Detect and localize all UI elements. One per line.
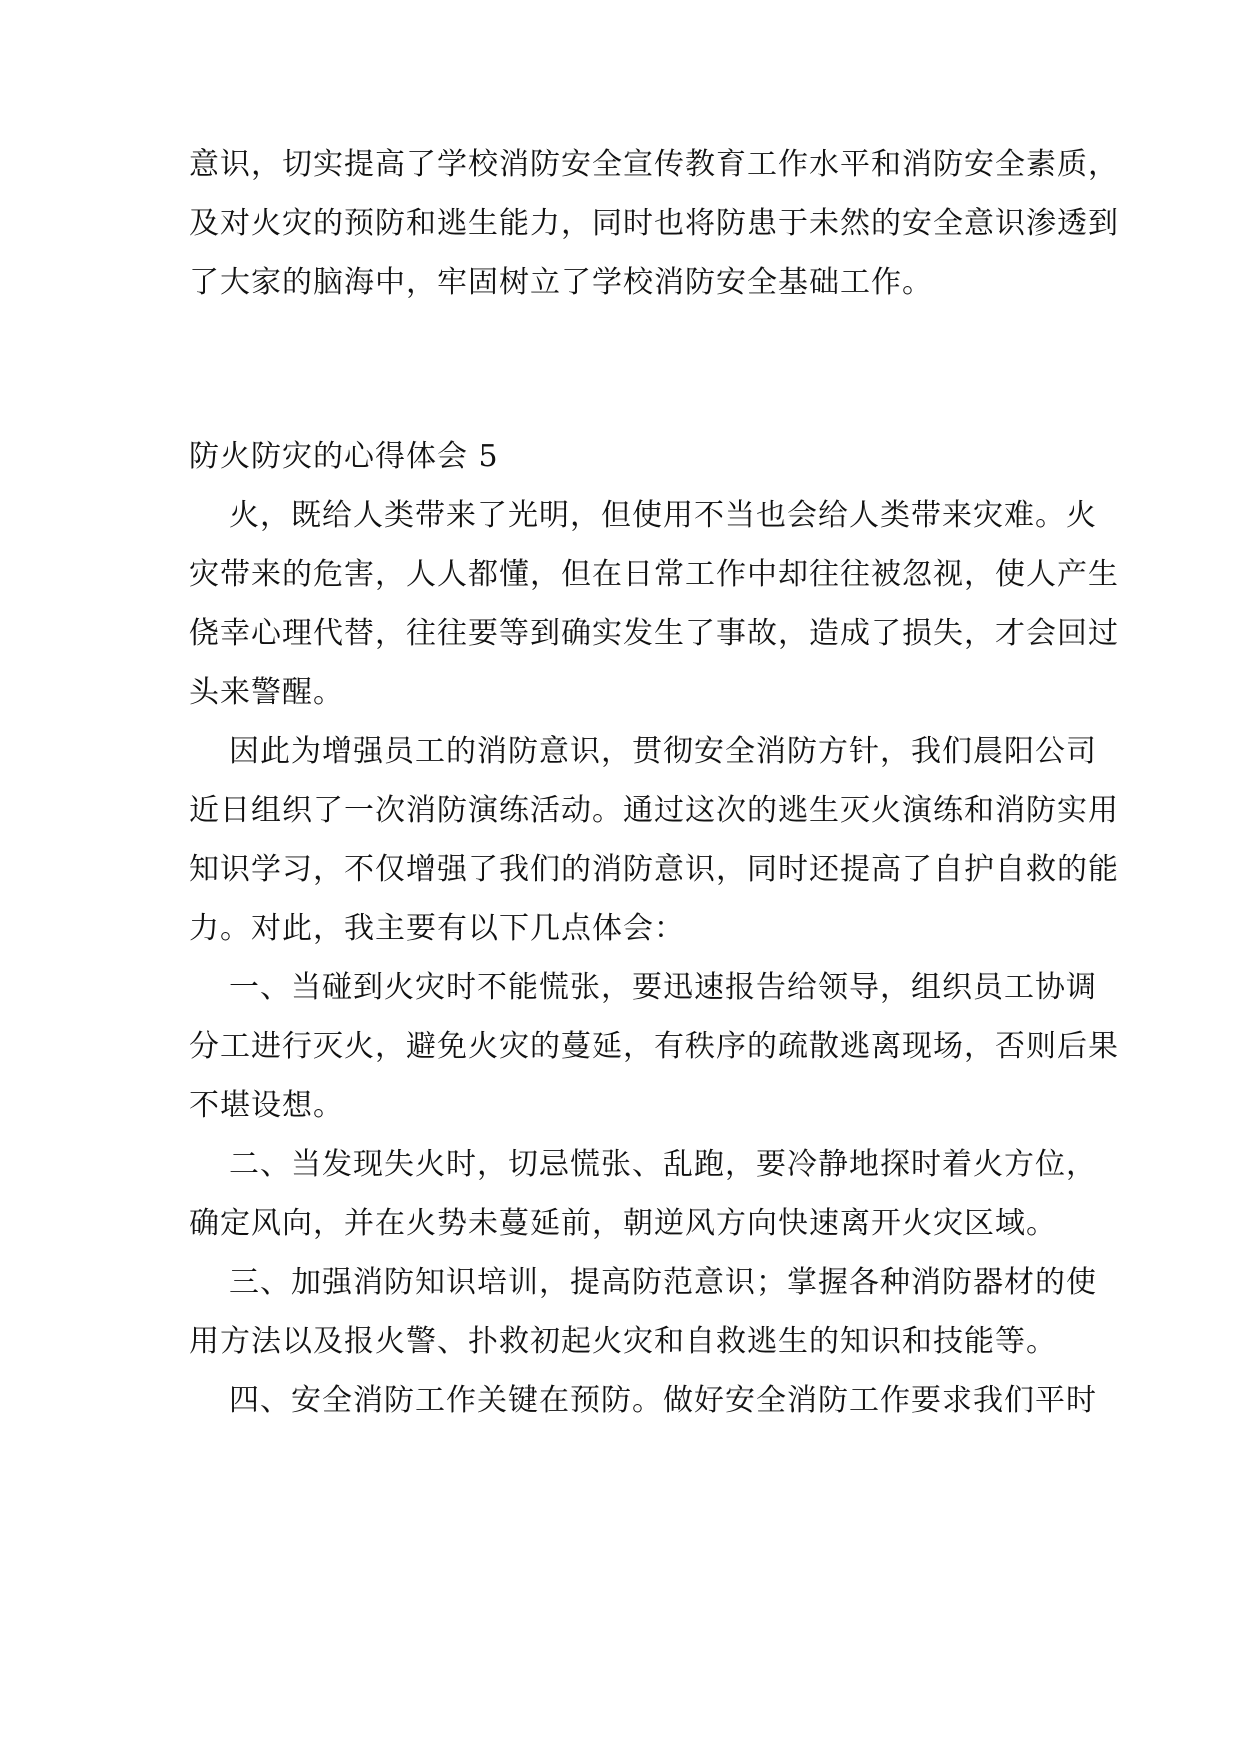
intro-line: 及对火灾的预防和逃生能力，同时也将防患于未然的安全意识渗透到 xyxy=(189,206,1119,241)
paragraph-line: 分工进行灭火，避免火灾的蔓延，有秩序的疏散逃离现场，否则后果 xyxy=(189,1029,1119,1064)
paragraph-line: 不堪设想。 xyxy=(189,1088,344,1123)
section-heading: 防火防灾的心得体会 5 xyxy=(189,439,499,474)
paragraph-line: 近日组织了一次消防演练活动。通过这次的逃生灭火演练和消防实用 xyxy=(189,793,1119,828)
paragraph-line: 二、当发现失火时，切忌慌张、乱跑，要冷静地探时着火方位， xyxy=(229,1147,1097,1182)
paragraph-line: 确定风向，并在火势未蔓延前，朝逆风方向快速离开火灾区域。 xyxy=(189,1206,1057,1241)
paragraph-line: 用方法以及报火警、扑救初起火灾和自救逃生的知识和技能等。 xyxy=(189,1324,1057,1359)
paragraph-line: 因此为增强员工的消防意识，贯彻安全消防方针，我们晨阳公司 xyxy=(229,734,1097,769)
paragraph-line: 力。对此，我主要有以下几点体会： xyxy=(189,911,685,946)
intro-line: 意识，切实提高了学校消防安全宣传教育工作水平和消防安全素质， xyxy=(189,147,1119,182)
paragraph-line: 火，既给人类带来了光明，但使用不当也会给人类带来灾难。火 xyxy=(229,498,1097,533)
intro-line: 了大家的脑海中，牢固树立了学校消防安全基础工作。 xyxy=(189,265,933,300)
paragraph-line: 侥幸心理代替，往往要等到确实发生了事故，造成了损失，才会回过 xyxy=(189,616,1119,651)
paragraph-line: 灾带来的危害，人人都懂，但在日常工作中却往往被忽视，使人产生 xyxy=(189,557,1119,592)
paragraph-line: 四、安全消防工作关键在预防。做好安全消防工作要求我们平时 xyxy=(229,1383,1097,1418)
paragraph-line: 头来警醒。 xyxy=(189,675,344,710)
paragraph-line: 知识学习，不仅增强了我们的消防意识，同时还提高了自护自救的能 xyxy=(189,852,1119,887)
paragraph-line: 三、加强消防知识培训，提高防范意识；掌握各种消防器材的使 xyxy=(229,1265,1097,1300)
paragraph-line: 一、当碰到火灾时不能慌张，要迅速报告给领导，组织员工协调 xyxy=(229,970,1097,1005)
